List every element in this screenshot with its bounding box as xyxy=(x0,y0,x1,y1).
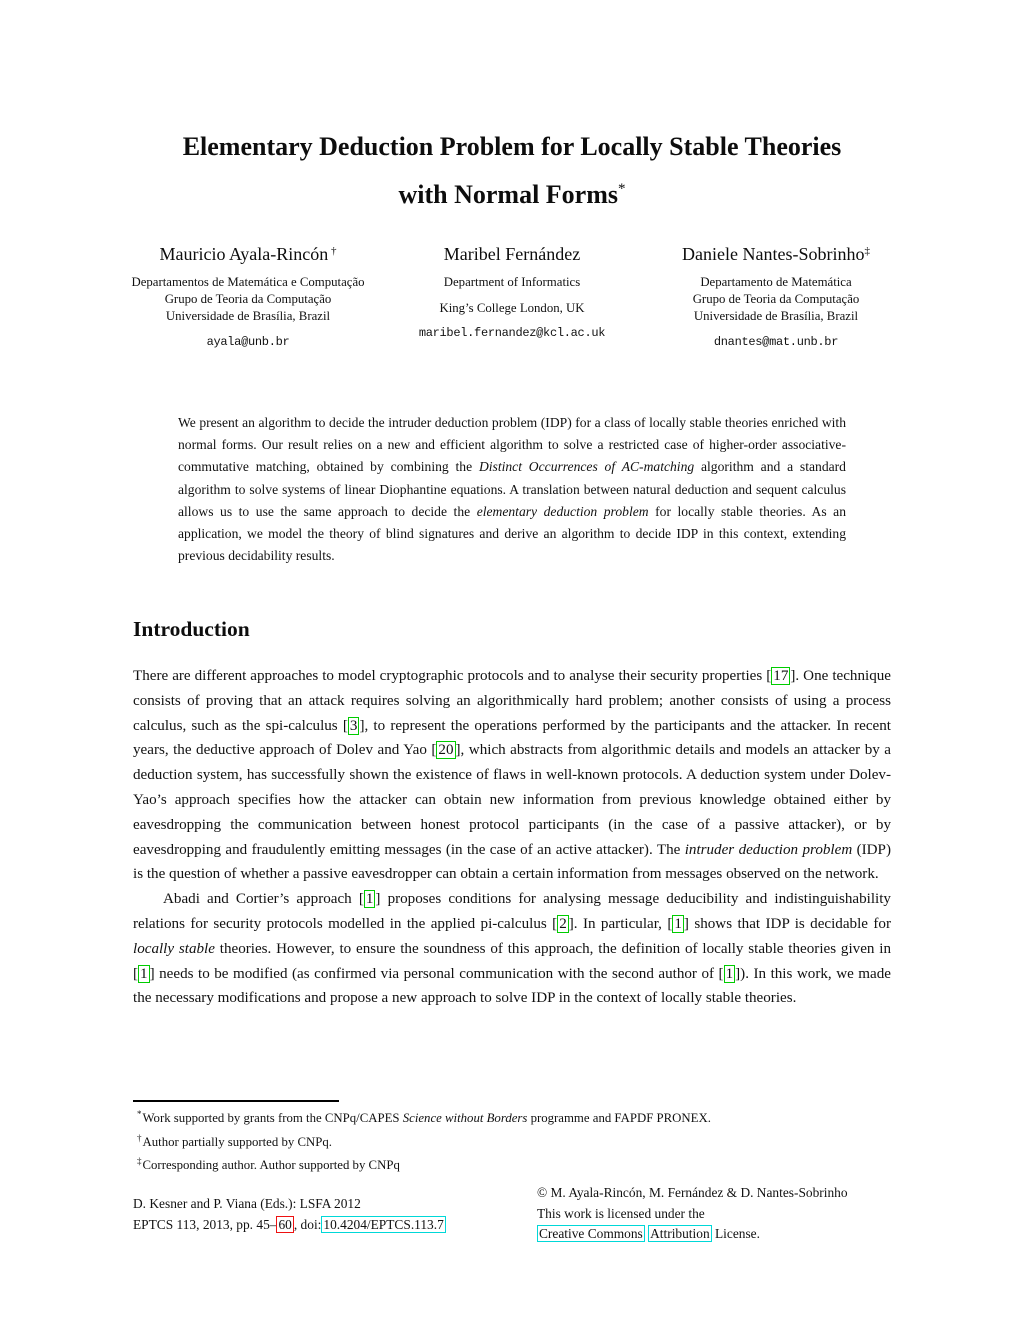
affiliation-line: Department of Informatics xyxy=(443,275,581,289)
text-segment: ] shows that IDP is decidable for xyxy=(683,915,891,932)
footnotes-block xyxy=(133,1105,891,1176)
paragraph-1 xyxy=(133,664,891,887)
author-email: maribel.fernandez@kcl.ac.uk xyxy=(418,326,606,340)
text-segment: ]). In this work, we made the necessary modifications and propose a new approach to solve IDP in the context of locally stable theories. xyxy=(133,965,891,1007)
url-link[interactable]: 10.4204/EPTCS.113.7 xyxy=(323,1217,444,1232)
author-name-text: Daniele Nantes-Sobrinho xyxy=(682,244,865,264)
section-heading-introduction: Introduction xyxy=(133,617,250,641)
text-segment: Abadi and Cortier’s approach [ xyxy=(163,891,364,908)
footnote-text xyxy=(143,1111,711,1125)
editors-line: D. Kesner and P. Viana (Eds.): LSFA 2012 xyxy=(133,1196,361,1211)
license-line: This work is licensed under the xyxy=(537,1205,705,1221)
author-email: dnantes@mat.unb.br xyxy=(713,335,839,349)
title-line-2-text: with Normal Forms xyxy=(398,180,618,209)
author-name xyxy=(387,244,637,265)
paper-title xyxy=(0,126,1024,216)
title-line-1: Elementary Deduction Problem for Locally Stable Theories xyxy=(182,132,842,161)
affiliation-line: Universidade de Brasília, Brazil xyxy=(693,309,859,323)
url-link[interactable]: Creative Commons xyxy=(539,1226,643,1241)
text-segment: License. xyxy=(711,1226,760,1241)
text-segment: ] needs to be modified (as confirmed via personal communication with the second author of [ xyxy=(149,965,724,982)
authors-row xyxy=(123,244,901,349)
author-block-1 xyxy=(123,244,373,349)
italic-text: locally stable xyxy=(133,940,215,957)
author-name xyxy=(651,244,901,265)
page-ref-link[interactable]: 60 xyxy=(278,1217,292,1232)
citation-link[interactable]: 1 xyxy=(674,915,682,932)
author-email: ayala@unb.br xyxy=(206,335,290,349)
footnote-text xyxy=(143,1135,332,1149)
author-footnote-mark: † xyxy=(328,245,337,257)
paragraph-2 xyxy=(133,887,891,1011)
citation-link[interactable]: 1 xyxy=(365,891,374,908)
text-segment: We present an algorithm to decide the intruder deduction problem (IDP) for a class of locally stable theories enriched with normal forms. Our result relies on a new and efficient algorithm to solve a restricted case of higher-order associative-commutative matching, obtained by combining the xyxy=(178,415,846,475)
italic-text: Distinct Occurrences of AC-matching xyxy=(478,459,695,475)
footnote-mark: * xyxy=(137,1109,142,1119)
author-name xyxy=(123,244,373,265)
url-link[interactable]: Attribution xyxy=(650,1226,710,1241)
text-segment: ] proposes conditions for analysing message deducibility and indistinguishability relations for security protocols modelled in the applied pi-calculus [ xyxy=(133,891,891,932)
affiliation-line: Departamento de Matemática xyxy=(700,275,852,289)
affiliation-line: Departamentos de Matemática e Computação xyxy=(131,275,365,289)
author-name-text: Maribel Fernández xyxy=(443,244,581,264)
footer-publication-info xyxy=(133,1193,553,1235)
text-segment: for locally stable theories. As an application, we model the theory of blind signatures and derive an algorithm to decide IDP in this context, extending previous decidability results. xyxy=(178,503,846,564)
introduction-body xyxy=(133,664,891,1011)
text-segment: , doi: xyxy=(293,1217,322,1232)
text-segment: ], to represent the operations performed by the participants and the attacker. In recent years, the deductive approach of Dolev and Yao [ xyxy=(133,717,891,759)
text-segment: algorithm and a standard algorithm to solve systems of linear Diophantine equations. A translation between natural deduction and sequent calculus allows us to use the same approach to decide the xyxy=(178,459,846,519)
citation-link[interactable]: 20 xyxy=(438,742,454,759)
footnote-mark: ‡ xyxy=(137,1156,142,1166)
author-affiliation xyxy=(123,274,373,325)
footnote-rule xyxy=(133,1100,339,1102)
text-segment: (IDP) is the question of whether a passive eavesdropper can obtain a certain information from messages observed on the network. xyxy=(133,841,891,883)
text-segment: EPTCS 113, 2013, pp. 45– xyxy=(133,1217,277,1232)
italic-text: intruder deduction problem xyxy=(684,841,853,858)
affiliation-line: Universidade de Brasília, Brazil xyxy=(165,309,331,323)
text-segment: Author partially supported by CNPq. xyxy=(142,1134,332,1149)
text-segment: There are different approaches to model cryptographic protocols and to analyse their security properties [ xyxy=(133,668,772,684)
affiliation-line: Grupo de Teoria da Computação xyxy=(692,292,860,306)
text-segment: ]. In particular, [ xyxy=(568,915,673,932)
author-footnote-mark: ‡ xyxy=(864,245,870,257)
footer-license-info xyxy=(537,1183,897,1245)
italic-text: Science without Borders xyxy=(402,1111,528,1125)
text-segment: ]. One technique consists of proving that an attack requires solving an algorithmically hard problem; another consists of using a process calculus, such as the spi-calculus [ xyxy=(133,668,891,734)
affiliation-line: Grupo de Teoria da Computação xyxy=(164,292,332,306)
citation-link[interactable]: 2 xyxy=(559,915,567,932)
author-name-text: Mauricio Ayala-Rincón xyxy=(159,244,329,264)
text-segment: Corresponding author. Author supported by CNPq xyxy=(142,1158,400,1172)
footnote-mark: † xyxy=(137,1132,142,1143)
footnote-work-support xyxy=(133,1105,891,1129)
citation-link[interactable]: 1 xyxy=(140,965,148,982)
affiliation-line: King’s College London, UK xyxy=(439,301,585,315)
text-segment: programme and FAPDF PRONEX. xyxy=(527,1111,711,1125)
title-footnote-mark: * xyxy=(618,181,626,197)
title-line-2 xyxy=(0,168,1024,216)
author-affiliation xyxy=(651,274,901,325)
italic-text: elementary deduction problem xyxy=(476,503,649,519)
author-affiliation xyxy=(387,274,637,317)
eptcs-doi-line xyxy=(133,1214,553,1235)
author-block-3 xyxy=(651,244,901,349)
text-segment: ], which abstracts from algorithmic details and models an attacker by a deduction system, has successfully shown the existence of flaws in well-known protocols. A deduction system under Dolev-Yao’s approach specifies how the attacker can obtain new information from previous knowledge obtained either by eavesdropping the communication between honest protocol participants (in the case of a passive attacker), or by eavesdropping and fraudulently emitting messages (in the case of an active attacker). The xyxy=(133,742,891,858)
license-links-line xyxy=(537,1224,897,1245)
text-segment: Work supported by grants from the CNPq/CAPES xyxy=(142,1111,403,1125)
abstract-block xyxy=(178,412,846,567)
citation-link[interactable]: 1 xyxy=(725,965,734,982)
citation-link[interactable]: 3 xyxy=(349,717,358,734)
citation-link[interactable]: 17 xyxy=(773,668,789,684)
text-segment: theories. However, to ensure the soundness of this approach, the definition of locally stable theories given in [ xyxy=(133,940,891,982)
footnote-text xyxy=(143,1158,400,1172)
copyright-line: © M. Ayala-Rincón, M. Fernández & D. Nantes-Sobrinho xyxy=(537,1185,848,1200)
author-block-2 xyxy=(387,244,637,349)
footnote-author-3 xyxy=(133,1152,891,1176)
footnote-author-1 xyxy=(133,1129,891,1153)
